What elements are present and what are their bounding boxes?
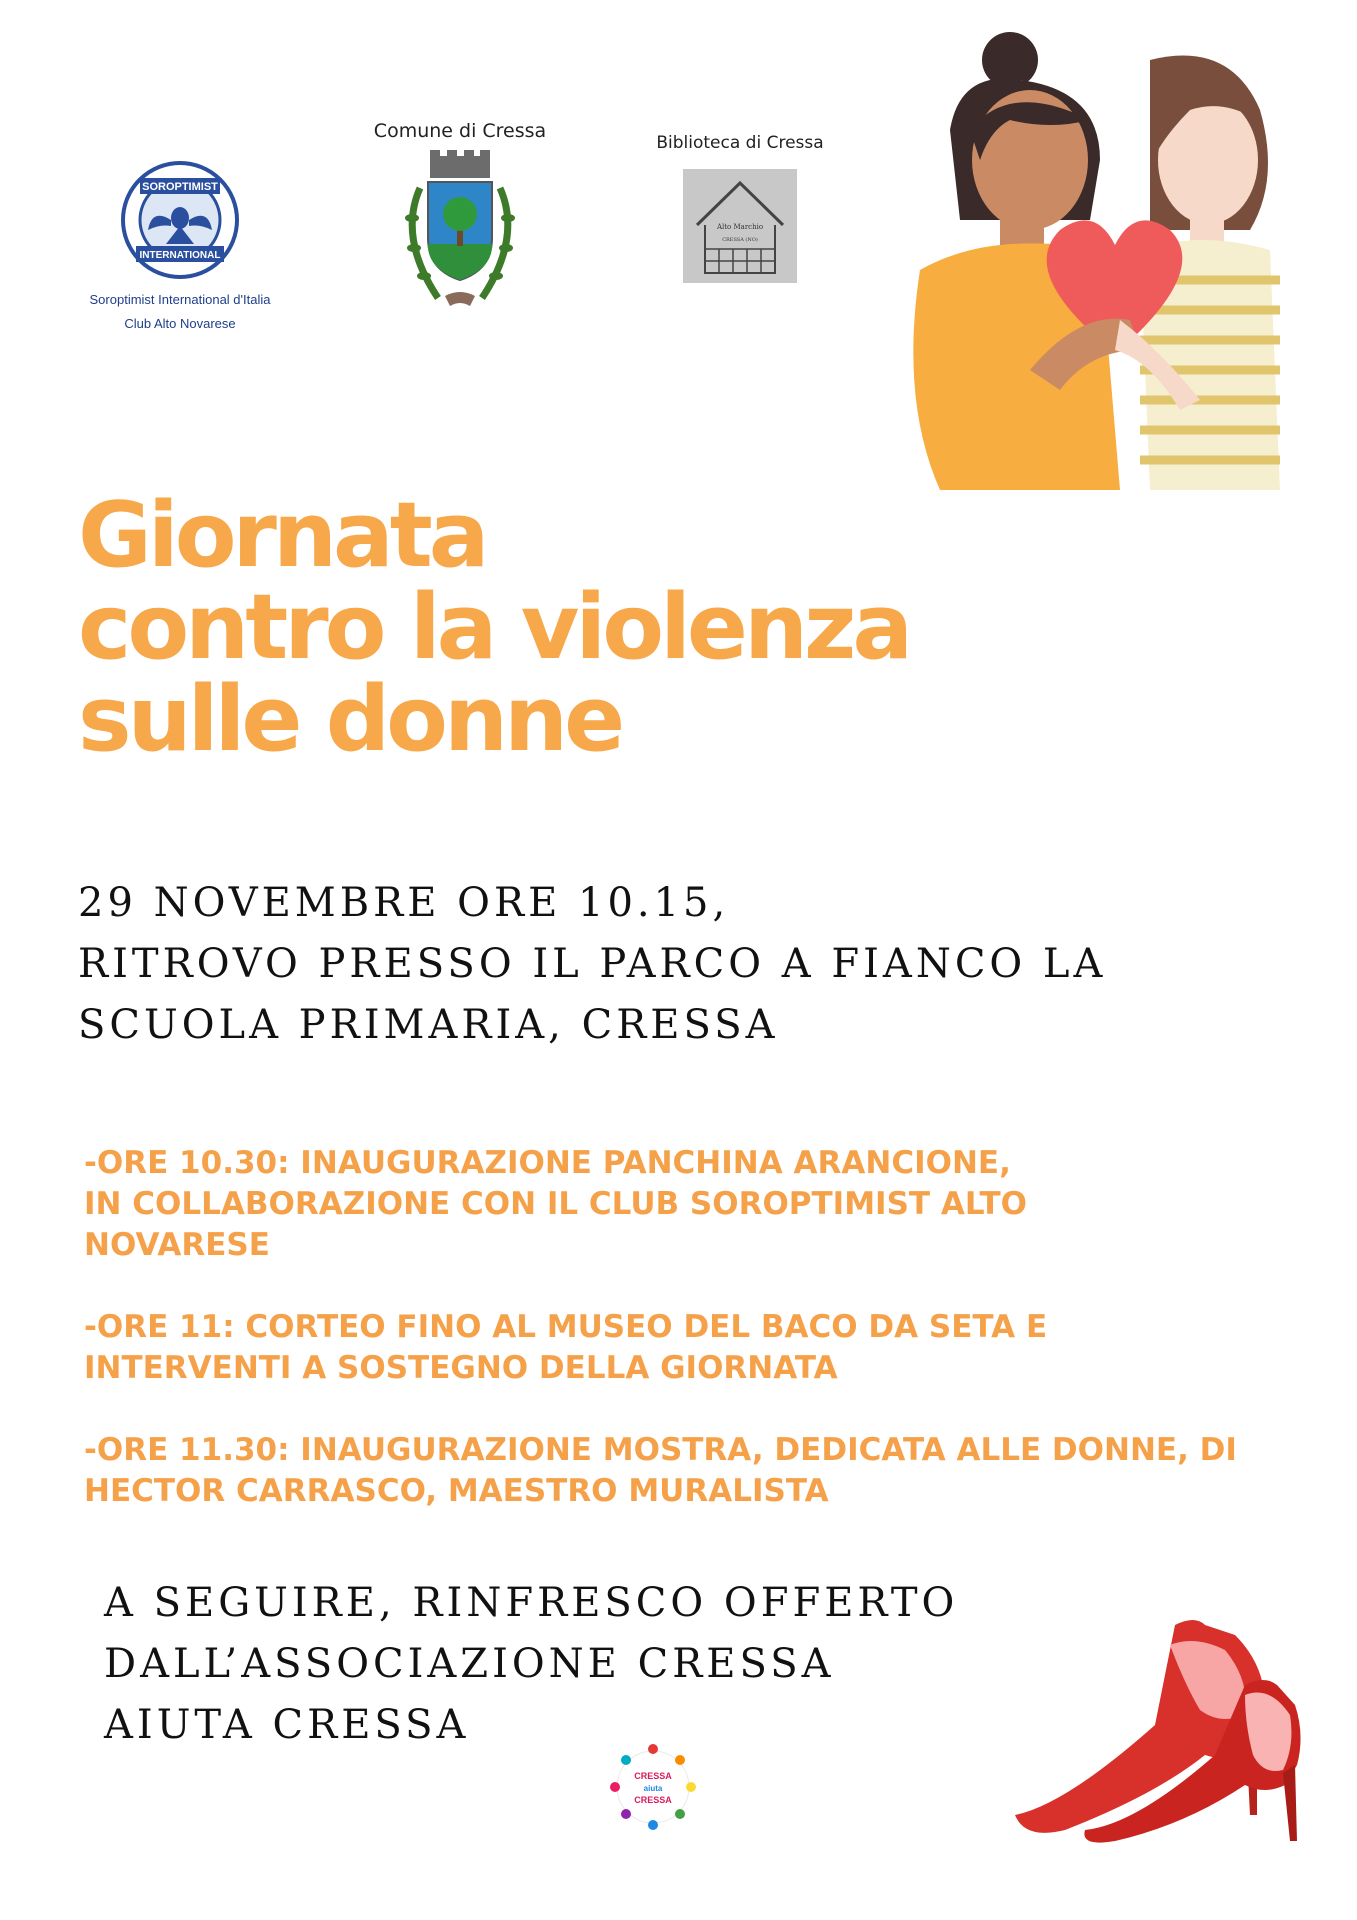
closing-note [104,1573,1004,1756]
title-line-3: sulle donne [78,667,622,772]
svg-text:SOROPTIMIST: SOROPTIMIST [142,181,218,193]
comune-caption: Comune di Cressa [373,120,547,142]
biblioteca-logo [630,133,850,288]
svg-text:aiuta: aiuta [643,1784,663,1793]
program-item: -ORE 10.30: INAUGURAZIONE PANCHINA ARANCIONE, IN COLLABORAZIONE CON IL CLUB SOROPTIMIST ALTO NOVARESE [84,1145,1027,1263]
svg-text:CRESSA: CRESSA [634,1771,672,1781]
soroptimist-caption-line2: Club Alto Novarese [124,316,236,331]
closing-line-2: DALL’ASSOCIAZIONE CRESSA [104,1641,835,1687]
coat-of-arms-icon [390,148,530,318]
closing-line-1: A SEGUIRE, RINFRESCO OFFERTO [104,1580,959,1626]
meeting-info [78,873,1308,1056]
svg-text:CRESSA: CRESSA [634,1795,672,1805]
meeting-line-1: 29 NOVEMBRE ORE 10.15, [78,880,730,926]
closing-line-3: AIUTA CRESSA [104,1702,470,1748]
svg-text:Alto Marchio: Alto Marchio [716,223,764,231]
program-item: -ORE 11: CORTEO FINO AL MUSEO DEL BACO DA SETA E INTERVENTI A SOSTEGNO DELLA GIORNATA [84,1309,1048,1386]
soroptimist-logo [70,160,290,333]
title-line-2: contro la violenza [78,575,910,680]
svg-text:INTERNATIONAL: INTERNATIONAL [139,250,221,261]
red-heels-icon [1005,1605,1305,1845]
women-heart-illustration [900,20,1340,500]
soroptimist-emblem-icon [120,160,240,280]
meeting-line-3: SCUOLA PRIMARIA, CRESSA [78,1002,779,1048]
program-list [84,1143,1314,1553]
comune-logo [360,120,560,323]
program-item: -ORE 11.30: INAUGURAZIONE MOSTRA, DEDICATA ALLE DONNE, DI HECTOR CARRASCO, MAESTRO MURALISTA [84,1432,1237,1509]
soroptimist-caption-line1: Soroptimist International d'Italia [89,292,271,307]
svg-text:CRESSA (NO): CRESSA (NO) [722,237,758,243]
cressa-aiuta-cressa-logo [598,1715,708,1870]
event-title [78,483,1078,772]
biblioteca-caption: Biblioteca di Cressa [656,133,824,153]
title-line-1: Giornata [78,483,486,588]
meeting-line-2: RITROVO PRESSO IL PARCO A FIANCO LA [78,941,1107,987]
library-logo [683,169,797,283]
